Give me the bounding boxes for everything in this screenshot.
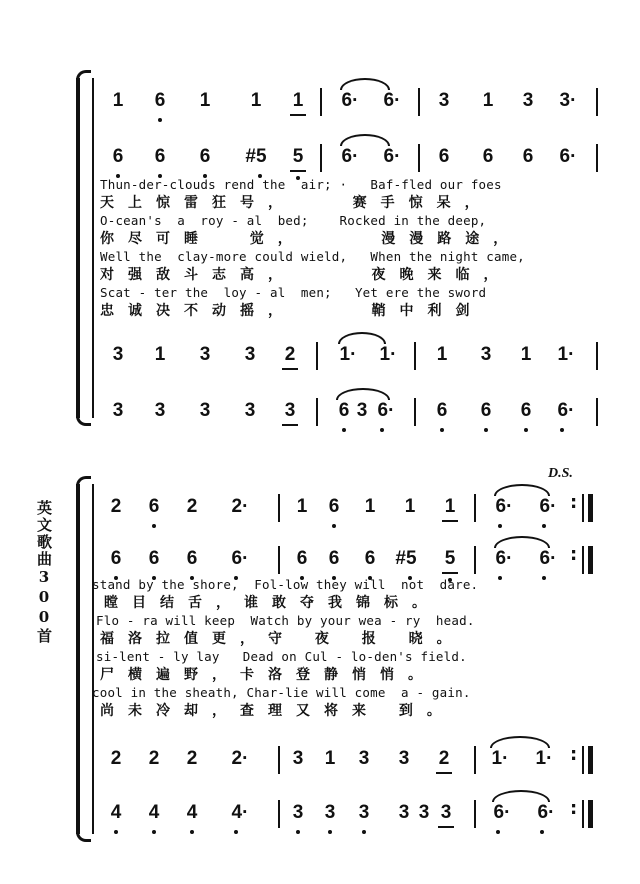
note: 6· bbox=[539, 496, 557, 517]
note: 6 bbox=[338, 400, 350, 421]
note: 3 bbox=[244, 400, 256, 421]
note: 3 bbox=[438, 90, 450, 111]
book-label-text: 英文歌曲300首 bbox=[35, 500, 53, 645]
s1-row4-staff bbox=[0, 400, 640, 428]
note: 4· bbox=[231, 802, 249, 823]
barline bbox=[474, 494, 476, 522]
note: 3 bbox=[154, 400, 166, 421]
note: 1 bbox=[296, 496, 308, 517]
note: 3 bbox=[199, 400, 211, 421]
tie bbox=[494, 536, 550, 548]
note: 4 bbox=[148, 802, 160, 823]
barline bbox=[474, 546, 476, 574]
note: 1 bbox=[482, 90, 494, 111]
note: 3 bbox=[358, 748, 370, 769]
barline bbox=[414, 398, 416, 426]
underline bbox=[438, 826, 454, 828]
low-dot bbox=[332, 524, 336, 528]
underline bbox=[436, 772, 452, 774]
barline bbox=[596, 342, 598, 370]
lyric-line: 天上惊雷狂号， 赛手惊呆， bbox=[100, 195, 493, 211]
low-dot bbox=[114, 830, 118, 834]
note: 3 bbox=[398, 748, 410, 769]
repeat-dots: : bbox=[570, 492, 578, 513]
note: 6 bbox=[522, 146, 534, 167]
tie bbox=[340, 134, 390, 146]
s2-row4-staff bbox=[0, 798, 640, 830]
note: 3 bbox=[199, 344, 211, 365]
note: 3 bbox=[292, 748, 304, 769]
note: 3 bbox=[358, 802, 370, 823]
note: 6· bbox=[537, 802, 555, 823]
low-dot bbox=[542, 524, 546, 528]
note: 6 bbox=[364, 548, 376, 569]
note: 1 bbox=[199, 90, 211, 111]
barline bbox=[596, 398, 598, 426]
note: 3 bbox=[112, 400, 124, 421]
repeat-dots: : bbox=[570, 544, 578, 565]
note: 6· bbox=[539, 548, 557, 569]
low-dot bbox=[484, 428, 488, 432]
low-dot bbox=[496, 830, 500, 834]
note: 3 bbox=[244, 344, 256, 365]
s2-row2-staff bbox=[0, 544, 640, 576]
note: 1· bbox=[491, 748, 509, 769]
note: 1· bbox=[557, 344, 575, 365]
note: 3 bbox=[480, 344, 492, 365]
note: 6 bbox=[148, 548, 160, 569]
tie bbox=[336, 388, 390, 400]
underline bbox=[442, 572, 458, 574]
low-dot bbox=[498, 524, 502, 528]
lyric-line: cool in the sheath, Char-lie will come a - gain. bbox=[92, 685, 471, 700]
note: 1· bbox=[339, 344, 357, 365]
note: 6 bbox=[199, 146, 211, 167]
note: 3 bbox=[112, 344, 124, 365]
low-dot bbox=[152, 830, 156, 834]
note: 6· bbox=[341, 146, 359, 167]
barline bbox=[474, 800, 476, 828]
barline bbox=[418, 88, 420, 116]
low-dot bbox=[152, 524, 156, 528]
note: 6 bbox=[482, 146, 494, 167]
note: 6· bbox=[341, 90, 359, 111]
note: 6· bbox=[495, 548, 513, 569]
lyric-line: 忠诚决不动摇， 鞘中利剑 bbox=[100, 303, 484, 319]
barline bbox=[582, 494, 584, 522]
barline bbox=[278, 494, 280, 522]
note: 6 bbox=[438, 146, 450, 167]
underline bbox=[282, 368, 298, 370]
note: 1· bbox=[379, 344, 397, 365]
low-dot bbox=[342, 428, 346, 432]
note: 6· bbox=[559, 146, 577, 167]
note: 2 bbox=[438, 748, 450, 769]
barline bbox=[320, 88, 322, 116]
lyric-line: Well the clay-more could wield, When the night came, bbox=[100, 249, 525, 264]
lyric-line: 瞠目结舌，谁敢夺我锦标。 bbox=[104, 595, 440, 611]
barline bbox=[596, 144, 598, 172]
tie bbox=[492, 790, 550, 802]
system-2-bracket bbox=[76, 484, 90, 834]
note: 2· bbox=[231, 496, 249, 517]
note: 6· bbox=[493, 802, 511, 823]
lyric-line: Thun-der-clouds rend the air; · Baf-fled our foes bbox=[100, 177, 502, 192]
note: 1 bbox=[436, 344, 448, 365]
low-dot bbox=[190, 830, 194, 834]
note: 3· bbox=[559, 90, 577, 111]
note: 6· bbox=[231, 548, 249, 569]
final-barline bbox=[588, 746, 593, 774]
note: 1 bbox=[250, 90, 262, 111]
ds-mark: D.S. bbox=[548, 466, 573, 481]
final-barline bbox=[588, 546, 593, 574]
final-barline bbox=[588, 494, 593, 522]
note: 6 bbox=[186, 548, 198, 569]
low-dot bbox=[440, 428, 444, 432]
lyric-line: 尚未冷却，查理又将来 到。 bbox=[100, 703, 455, 719]
lyric-line: Flo - ra will keep Watch by your wea - ry head. bbox=[96, 613, 475, 628]
low-dot bbox=[234, 830, 238, 834]
note: 6 bbox=[112, 146, 124, 167]
note: 6 bbox=[154, 146, 166, 167]
tie bbox=[490, 736, 550, 748]
note: 2 bbox=[186, 496, 198, 517]
low-dot bbox=[524, 428, 528, 432]
note: 6 bbox=[328, 548, 340, 569]
barline bbox=[582, 800, 584, 828]
note: 4 bbox=[110, 802, 122, 823]
note: 2 bbox=[148, 748, 160, 769]
lyric-line: 对强敌斗志高， 夜晚来临， bbox=[100, 267, 512, 283]
note: 2 bbox=[110, 496, 122, 517]
barline bbox=[582, 546, 584, 574]
low-dot bbox=[540, 830, 544, 834]
low-dot bbox=[380, 428, 384, 432]
note: 6· bbox=[383, 90, 401, 111]
low-dot bbox=[296, 830, 300, 834]
note: 5 bbox=[444, 548, 456, 569]
s1-row3-staff bbox=[0, 344, 640, 372]
note: 6· bbox=[557, 400, 575, 421]
barline bbox=[316, 342, 318, 370]
s2-row1-staff bbox=[0, 492, 640, 524]
low-dot bbox=[560, 428, 564, 432]
barline bbox=[278, 746, 280, 774]
note: 2 bbox=[110, 748, 122, 769]
barline bbox=[474, 746, 476, 774]
note: 1· bbox=[535, 748, 553, 769]
note: 3 bbox=[324, 802, 336, 823]
lyric-line: O-cean's a roy - al bed; Rocked in the deep, bbox=[100, 213, 487, 228]
system-2-line bbox=[92, 484, 94, 834]
note: 2· bbox=[231, 748, 249, 769]
note: 6 bbox=[296, 548, 308, 569]
note: 6· bbox=[383, 146, 401, 167]
note: 6 bbox=[520, 400, 532, 421]
final-barline bbox=[588, 800, 593, 828]
note: 1 bbox=[112, 90, 124, 111]
barline bbox=[596, 88, 598, 116]
lyric-line: stand by the shore, Fol-low they will not dare. bbox=[92, 577, 479, 592]
lyric-line: 福洛拉值更，守 夜 报 晓。 bbox=[100, 631, 465, 647]
s1-row1-staff bbox=[0, 90, 640, 118]
note: 6 bbox=[148, 496, 160, 517]
note: 3 bbox=[284, 400, 296, 421]
note: 3 bbox=[418, 802, 430, 823]
note: 5 bbox=[292, 146, 304, 167]
note: #5 bbox=[395, 548, 417, 569]
underline bbox=[290, 114, 306, 116]
s1-row2-staff bbox=[0, 146, 640, 174]
note: 6 bbox=[110, 548, 122, 569]
barline bbox=[278, 800, 280, 828]
barline bbox=[278, 546, 280, 574]
note: 3 bbox=[356, 400, 368, 421]
note: 4 bbox=[186, 802, 198, 823]
note: 1 bbox=[520, 344, 532, 365]
low-dot bbox=[158, 118, 162, 122]
note: 1 bbox=[154, 344, 166, 365]
note: 1 bbox=[444, 496, 456, 517]
barline bbox=[320, 144, 322, 172]
note: 6 bbox=[154, 90, 166, 111]
tie bbox=[340, 78, 390, 90]
underline bbox=[442, 520, 458, 522]
lyric-line: si-lent - ly lay Dead on Cul - lo-den's field. bbox=[96, 649, 467, 664]
barline bbox=[414, 342, 416, 370]
note: 6· bbox=[377, 400, 395, 421]
repeat-dots: : bbox=[570, 798, 578, 819]
note: 3 bbox=[398, 802, 410, 823]
note: #5 bbox=[245, 146, 267, 167]
note: 1 bbox=[364, 496, 376, 517]
note: 6 bbox=[436, 400, 448, 421]
note: 1 bbox=[324, 748, 336, 769]
s2-row3-staff bbox=[0, 744, 640, 776]
note: 1 bbox=[404, 496, 416, 517]
barline bbox=[418, 144, 420, 172]
barline bbox=[582, 746, 584, 774]
tie bbox=[338, 332, 386, 344]
note: 3 bbox=[522, 90, 534, 111]
low-dot bbox=[362, 830, 366, 834]
lyric-line: 尸横遍野，卡洛登静悄悄。 bbox=[100, 667, 436, 683]
lyric-line: Scat - ter the loy - al men; Yet ere the sword bbox=[100, 285, 487, 300]
note: 6 bbox=[480, 400, 492, 421]
note: 6· bbox=[495, 496, 513, 517]
note: 1 bbox=[292, 90, 304, 111]
note: 2 bbox=[284, 344, 296, 365]
note: 6 bbox=[328, 496, 340, 517]
low-dot bbox=[328, 830, 332, 834]
note: 2 bbox=[186, 748, 198, 769]
underline bbox=[282, 424, 298, 426]
tie bbox=[494, 484, 550, 496]
note: 3 bbox=[440, 802, 452, 823]
barline bbox=[316, 398, 318, 426]
underline bbox=[290, 170, 306, 172]
note: 3 bbox=[292, 802, 304, 823]
repeat-dots: : bbox=[570, 744, 578, 765]
lyric-line: 你尽可睡 觉， 漫漫路途， bbox=[100, 231, 522, 247]
